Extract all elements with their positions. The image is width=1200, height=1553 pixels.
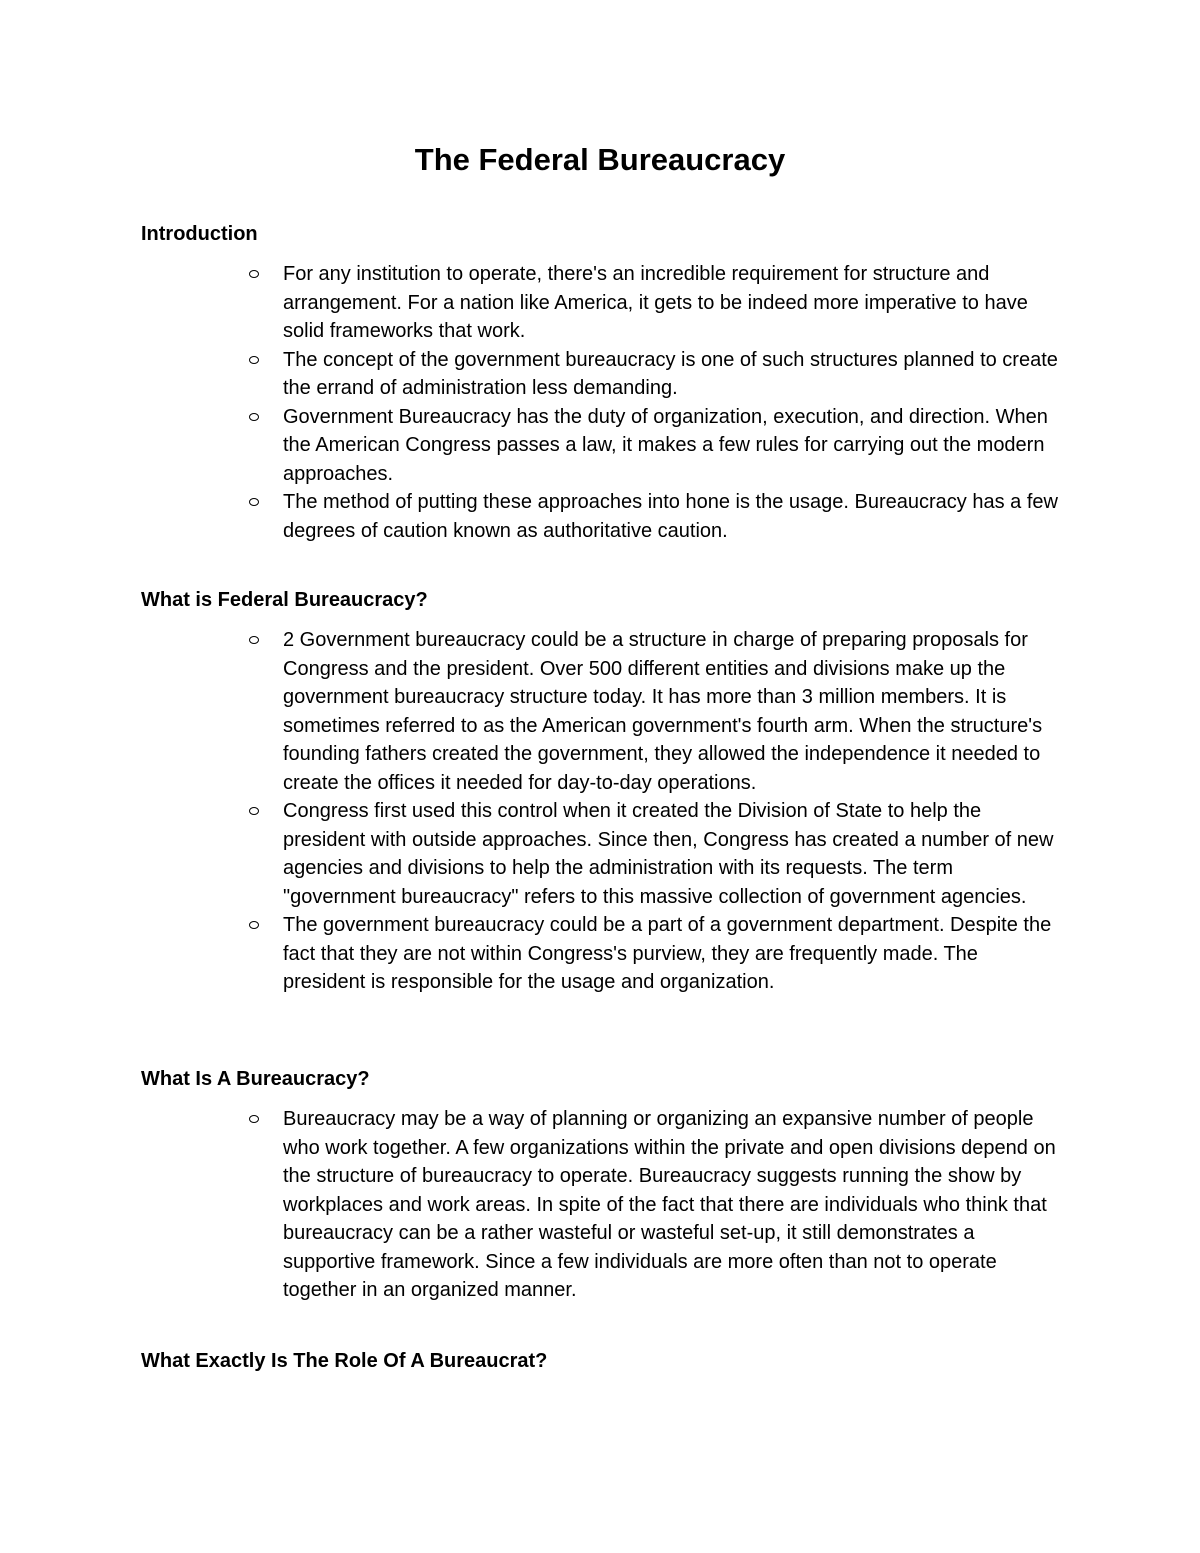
section-heading: What is Federal Bureaucracy? xyxy=(141,589,428,611)
hollow-circle-bullet-icon xyxy=(249,413,259,421)
hollow-circle-bullet-icon xyxy=(249,356,259,364)
hollow-circle-bullet-icon xyxy=(249,921,259,929)
list-item-text: The method of putting these approaches into hone is the usage. Bureaucracy has a few degrees of caution known as authoritative caution. xyxy=(283,491,1058,542)
hollow-circle-bullet-icon xyxy=(249,498,259,506)
list-item xyxy=(141,1105,1081,1305)
list-item xyxy=(141,797,1081,911)
list-item xyxy=(141,260,1081,346)
section-heading: Introduction xyxy=(141,223,258,245)
list-item-text: Bureaucracy may be a way of planning or organizing an expansive number of people who work together. A few organizations within the private and open divisions depend on the structure of bureaucracy to operate. Bureaucracy suggests running the show by workplaces and work areas. In spite of the fact that there are individuals who think that bureaucracy can be a rather wasteful or wasteful set-up, it still demonstrates a supportive framework. Since a few individuals are more often than not to operate together in an organized manner. xyxy=(283,1108,1056,1301)
hollow-circle-bullet-icon xyxy=(249,1115,259,1123)
list-item-text: For any institution to operate, there's an incredible requirement for structure and arrangement. For a nation like America, it gets to be indeed more imperative to have solid frameworks that work. xyxy=(283,263,1028,342)
list-item xyxy=(141,403,1081,489)
list-item xyxy=(141,911,1081,997)
bullet-list xyxy=(141,1105,1081,1305)
bullet-list xyxy=(141,260,1081,545)
bullet-list xyxy=(141,626,1081,997)
document-title: The Federal Bureaucracy xyxy=(414,142,786,177)
section-role-of-a-bureaucrat xyxy=(141,1347,1081,1375)
list-item-text: The concept of the government bureaucracy is one of such structures planned to create the errand of administration less demanding. xyxy=(283,348,1058,399)
hollow-circle-bullet-icon xyxy=(249,636,259,644)
list-item xyxy=(141,626,1081,797)
list-item-text: 2 Government bureaucracy could be a structure in charge of preparing proposals for Congress and the president. Over 500 different entities and divisions make up the government bureaucracy structure today. It has more than 3 million members. It is sometimes referred to as the American government's fourth arm. When the structure's founding fathers created the government, they allowed the independence it needed to create the offices it needed for day-to-day operations. xyxy=(283,629,1043,794)
section-heading: What Exactly Is The Role Of A Bureaucrat? xyxy=(141,1350,548,1372)
section-what-is-a-bureaucracy xyxy=(141,1065,1081,1305)
section-what-is-federal-bureaucracy xyxy=(141,586,1081,997)
section-heading: What Is A Bureaucracy? xyxy=(141,1068,370,1090)
list-item-text: Congress first used this control when it created the Division of State to help the president with outside approaches. Since then, Congress has created a number of new agencies and divisions to help the administration with its requests. The term "government bureaucracy" refers to this massive collection of government agencies. xyxy=(283,800,1054,908)
list-item-text: The government bureaucracy could be a part of a government department. Despite the fact that they are not within Congress's purview, they are frequently made. The president is responsible for the usage and organization. xyxy=(283,914,1052,993)
hollow-circle-bullet-icon xyxy=(249,807,259,815)
section-introduction xyxy=(141,220,1081,545)
list-item-text: Government Bureaucracy has the duty of organization, execution, and direction. When the American Congress passes a law, it makes a few rules for carrying out the modern approaches. xyxy=(283,405,1048,485)
hollow-circle-bullet-icon xyxy=(249,270,259,278)
list-item xyxy=(141,488,1081,545)
list-item xyxy=(141,346,1081,403)
